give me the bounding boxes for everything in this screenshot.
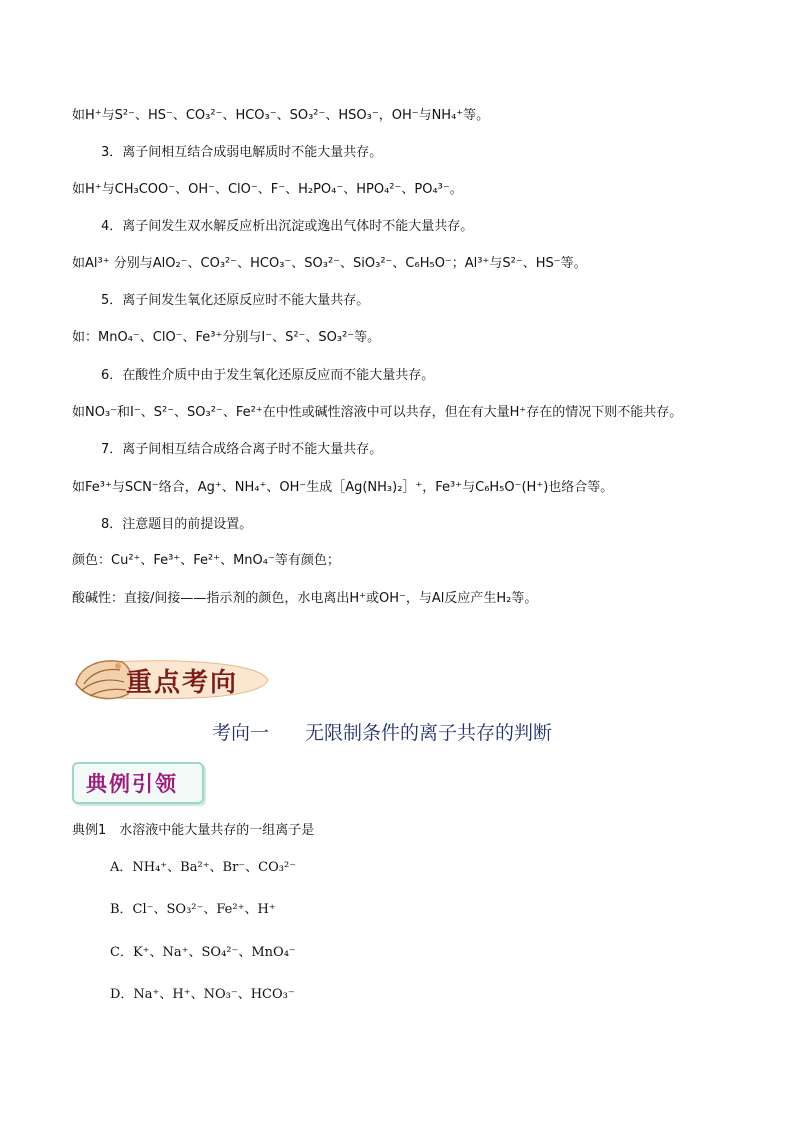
section-title <box>212 718 552 745</box>
section-number: 考向一 <box>212 722 270 744</box>
paragraph-acid-ions: 如H⁺与S²⁻、HS⁻、CO₃²⁻、HCO₃⁻、SO₃²⁻、HSO₃⁻，OH⁻与NH₄⁺等。 <box>72 108 490 123</box>
option-c[interactable]: C．K⁺、Na⁺、SO₄²⁻、MnO₄⁻ <box>110 945 296 960</box>
rule-3-heading: 3．离子间相互结合成弱电解质时不能大量共存。 <box>101 145 383 160</box>
banner-title: 重点考向 <box>126 668 239 698</box>
example-label: 典例引领 <box>86 771 178 796</box>
option-a[interactable]: A．NH₄⁺、Ba²⁺、Br⁻、CO₃²⁻ <box>110 860 297 875</box>
section-topic: 无限制条件的离子共存的判断 <box>305 722 553 744</box>
rule-7-heading: 7．离子间相互结合成络合离子时不能大量共存。 <box>101 442 383 457</box>
paragraph-acidic-redox: 如NO₃⁻和I⁻、S²⁻、SO₃²⁻、Fe²⁺在中性或碱性溶液中可以共存，但在有大量H⁺存在的情况下则不能共存。 <box>72 405 683 420</box>
rule-6-heading: 6．在酸性介质中由于发生氧化还原反应而不能大量共存。 <box>101 368 435 383</box>
paragraph-weak-electrolyte: 如H⁺与CH₃COO⁻、OH⁻、ClO⁻、F⁻、H₂PO₄⁻、HPO₄²⁻、PO₄³⁻。 <box>72 182 463 197</box>
paragraph-double-hydrolysis: 如Al³⁺ 分别与AlO₂⁻、CO₃²⁻、HCO₃⁻、SO₃²⁻、SiO₃²⁻、C₆H₅O⁻；Al³⁺与S²⁻、HS⁻等。 <box>72 256 587 271</box>
paragraph-complex: 如Fe³⁺与SCN⁻络合，Ag⁺、NH₄⁺、OH⁻生成［Ag(NH₃)₂］⁺，Fe³⁺与C₆H₅O⁻(H⁺)也络合等。 <box>72 480 614 495</box>
paragraph-redox: 如：MnO₄⁻、ClO⁻、Fe³⁺分别与I⁻、S²⁻、SO₃²⁻等。 <box>72 330 381 345</box>
paragraph-colors: 颜色：Cu²⁺、Fe³⁺、Fe²⁺、MnO₄⁻等有颜色； <box>72 553 340 568</box>
rule-8-heading: 8．注意题目的前提设置。 <box>101 517 253 532</box>
rule-5-heading: 5．离子间发生氧化还原反应时不能大量共存。 <box>101 293 370 308</box>
option-d[interactable]: D．Na⁺、H⁺、NO₃⁻、HCO₃⁻ <box>110 987 295 1002</box>
question-stem: 典例1 水溶液中能大量共存的一组离子是 <box>72 823 315 838</box>
option-b[interactable]: B．Cl⁻、SO₃²⁻、Fe²⁺、H⁺ <box>110 902 276 917</box>
paragraph-acidity: 酸碱性：直接/间接——指示剂的颜色，水电离出H⁺或OH⁻，与Al反应产生H₂等。 <box>72 591 538 606</box>
rule-4-heading: 4．离子间发生双水解反应析出沉淀或逸出气体时不能大量共存。 <box>101 219 474 234</box>
